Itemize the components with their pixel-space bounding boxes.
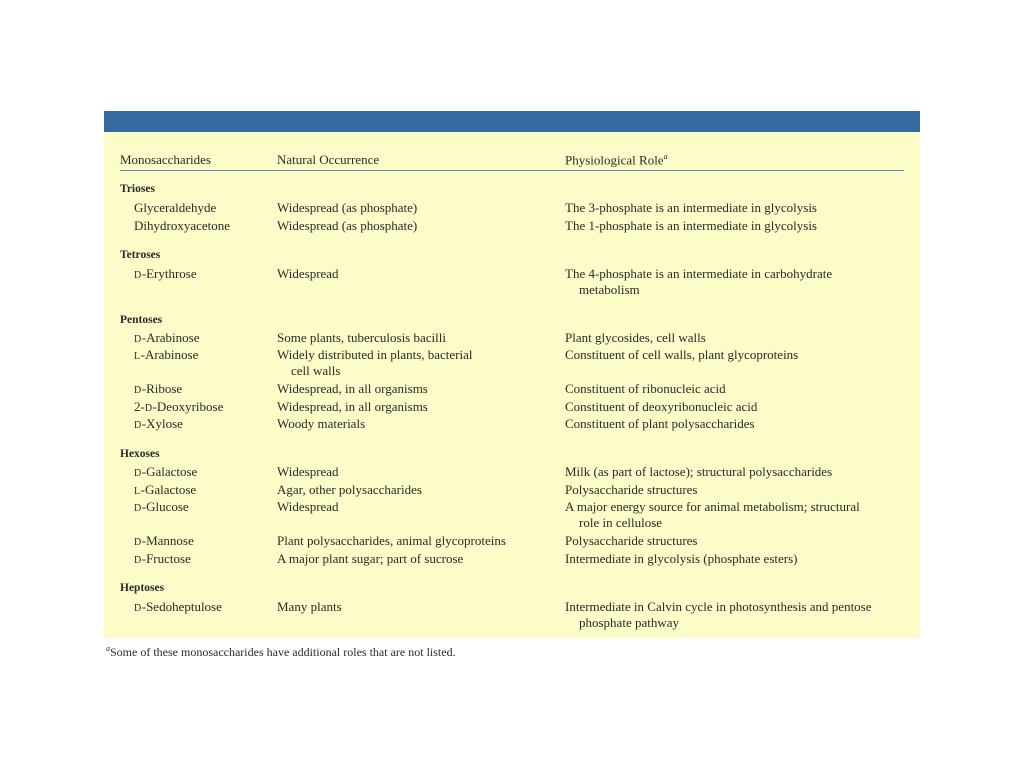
name-text: -Arabinose xyxy=(140,347,199,362)
title-bar xyxy=(104,111,920,132)
table-row xyxy=(0,533,1024,551)
table-row xyxy=(0,599,1024,630)
stereo-prefix: D xyxy=(134,385,142,396)
name-text: -Ribose xyxy=(141,381,183,396)
table-row xyxy=(0,464,1024,482)
monosaccharide-name xyxy=(134,533,194,551)
natural-occurrence-cell xyxy=(277,200,417,216)
footnote-marker: a xyxy=(663,152,668,161)
group-label: Heptoses xyxy=(120,582,165,594)
role-line: metabolism xyxy=(579,282,640,297)
name-text: Glyceraldehyde xyxy=(134,200,217,215)
name-text: -Deoxyribose xyxy=(152,399,224,414)
occurrence-line: Agar, other polysaccharides xyxy=(277,482,422,497)
header-natural-occurrence: Natural Occurrence xyxy=(277,152,380,167)
monosaccharide-name xyxy=(134,330,200,348)
name-text: -Arabinose xyxy=(141,330,200,345)
natural-occurrence-cell xyxy=(277,551,463,567)
occurrence-line: cell walls xyxy=(291,363,341,378)
table-row xyxy=(0,347,1024,378)
role-line: role in cellulose xyxy=(579,515,663,530)
name-prefix-number: 2- xyxy=(134,399,145,414)
physiological-role-cell xyxy=(565,499,860,531)
group-label: Trioses xyxy=(120,183,155,195)
stereo-prefix: D xyxy=(134,555,142,566)
table-row xyxy=(0,330,1024,348)
monosaccharide-name xyxy=(134,266,197,284)
natural-occurrence-cell xyxy=(277,381,428,397)
occurrence-line: Widespread xyxy=(277,464,339,479)
monosaccharide-name xyxy=(134,399,223,417)
group-label: Hexoses xyxy=(120,448,160,460)
group-label: Pentoses xyxy=(120,314,163,326)
monosaccharide-name xyxy=(134,482,196,500)
natural-occurrence-cell xyxy=(277,482,422,498)
role-line: The 1-phosphate is an intermediate in glycolysis xyxy=(565,218,817,233)
occurrence-line: Widespread xyxy=(277,499,339,514)
table-row xyxy=(0,482,1024,500)
physiological-role-cell xyxy=(565,533,697,549)
natural-occurrence-cell xyxy=(277,399,428,415)
role-line: The 3-phosphate is an intermediate in glycolysis xyxy=(565,200,817,215)
physiological-role-cell xyxy=(565,464,832,480)
stereo-prefix: L xyxy=(134,351,141,362)
role-line: phosphate pathway xyxy=(579,615,680,630)
footnote-sup: a xyxy=(106,644,110,653)
table-row xyxy=(0,218,1024,236)
monosaccharide-name xyxy=(134,464,197,482)
table-row xyxy=(0,551,1024,569)
occurrence-line: Widespread (as phosphate) xyxy=(277,200,418,215)
monosaccharide-name xyxy=(134,381,182,399)
name-text: -Galactose xyxy=(141,464,198,479)
physiological-role-cell xyxy=(565,347,798,363)
name-text: Dihydroxyacetone xyxy=(134,218,231,233)
physiological-role-cell xyxy=(565,551,798,567)
role-line: Plant glycosides, cell walls xyxy=(565,330,706,345)
role-line: Constituent of ribonucleic acid xyxy=(565,381,726,396)
name-text: -Fructose xyxy=(141,551,191,566)
occurrence-line: Some plants, tuberculosis bacilli xyxy=(277,330,446,345)
stereo-prefix: D xyxy=(134,503,142,514)
footnote xyxy=(106,644,456,660)
role-line: Polysaccharide structures xyxy=(565,482,698,497)
stereo-prefix: D xyxy=(134,270,142,281)
occurrence-line: Woody materials xyxy=(277,416,366,431)
natural-occurrence-cell xyxy=(277,416,365,432)
natural-occurrence-cell xyxy=(277,330,446,346)
natural-occurrence-cell xyxy=(277,218,417,234)
occurrence-line: Widely distributed in plants, bacterial xyxy=(277,347,473,362)
natural-occurrence-cell xyxy=(277,599,342,615)
group-label: Tetroses xyxy=(120,249,161,261)
name-text: -Glucose xyxy=(141,499,189,514)
role-line: Intermediate in glycolysis (phosphate esters) xyxy=(565,551,798,566)
occurrence-line: Widespread (as phosphate) xyxy=(277,218,418,233)
physiological-role-cell xyxy=(565,416,755,432)
physiological-role-cell xyxy=(565,381,726,397)
stereo-prefix: D xyxy=(134,603,142,614)
header-rule xyxy=(120,170,904,171)
table-row xyxy=(0,381,1024,399)
physiological-role-cell xyxy=(565,482,697,498)
occurrence-line: A major plant sugar; part of sucrose xyxy=(277,551,464,566)
monosaccharide-name xyxy=(134,551,191,569)
natural-occurrence-cell xyxy=(277,499,339,515)
name-text: -Galactose xyxy=(140,482,197,497)
header-physiological-role xyxy=(565,152,668,168)
physiological-role-cell xyxy=(565,330,706,346)
header-physiological-role-label: Physiological Role xyxy=(565,152,664,168)
stereo-prefix: D xyxy=(134,334,142,345)
role-line: Polysaccharide structures xyxy=(565,533,698,548)
monosaccharide-name xyxy=(134,200,216,216)
role-line: Milk (as part of lactose); structural polysaccharides xyxy=(565,464,833,479)
role-line: Intermediate in Calvin cycle in photosynthesis and pentose xyxy=(565,599,872,614)
role-line: Constituent of deoxyribonucleic acid xyxy=(565,399,758,414)
physiological-role-cell xyxy=(565,599,872,631)
stereo-prefix: D xyxy=(134,537,142,548)
stereo-prefix: D xyxy=(134,468,142,479)
natural-occurrence-cell xyxy=(277,464,339,480)
role-line: The 4-phosphate is an intermediate in carbohydrate xyxy=(565,266,833,281)
monosaccharide-name xyxy=(134,599,222,617)
physiological-role-cell xyxy=(565,218,817,234)
occurrence-line: Widespread, in all organisms xyxy=(277,399,428,414)
role-line: A major energy source for animal metabolism; structural xyxy=(565,499,860,514)
occurrence-line: Plant polysaccharides, animal glycoproteins xyxy=(277,533,506,548)
table-row xyxy=(0,200,1024,218)
physiological-role-cell xyxy=(565,399,757,415)
natural-occurrence-cell xyxy=(277,347,473,379)
name-text: -Sedoheptulose xyxy=(141,599,222,614)
stereo-prefix: D xyxy=(144,403,153,414)
occurrence-line: Widespread xyxy=(277,266,339,281)
table-row xyxy=(0,499,1024,530)
table-row xyxy=(0,399,1024,417)
natural-occurrence-cell xyxy=(277,266,339,282)
monosaccharide-name xyxy=(134,499,189,517)
monosaccharide-name xyxy=(134,416,183,434)
natural-occurrence-cell xyxy=(277,533,506,549)
stereo-prefix: D xyxy=(134,420,142,431)
stereo-prefix: L xyxy=(134,486,141,497)
footnote-text: Some of these monosaccharides have additional roles that are not listed. xyxy=(110,645,456,659)
physiological-role-cell xyxy=(565,200,817,216)
table-row xyxy=(0,266,1024,297)
header-monosaccharides: Monosaccharides xyxy=(120,152,211,167)
monosaccharide-name xyxy=(134,347,198,365)
role-line: Constituent of cell walls, plant glycoproteins xyxy=(565,347,799,362)
table-row xyxy=(0,416,1024,434)
name-text: -Erythrose xyxy=(141,266,197,281)
occurrence-line: Many plants xyxy=(277,599,342,614)
role-line: Constituent of plant polysaccharides xyxy=(565,416,755,431)
name-text: -Xylose xyxy=(141,416,183,431)
occurrence-line: Widespread, in all organisms xyxy=(277,381,428,396)
name-text: -Mannose xyxy=(141,533,194,548)
physiological-role-cell xyxy=(565,266,832,298)
monosaccharide-name xyxy=(134,218,230,234)
